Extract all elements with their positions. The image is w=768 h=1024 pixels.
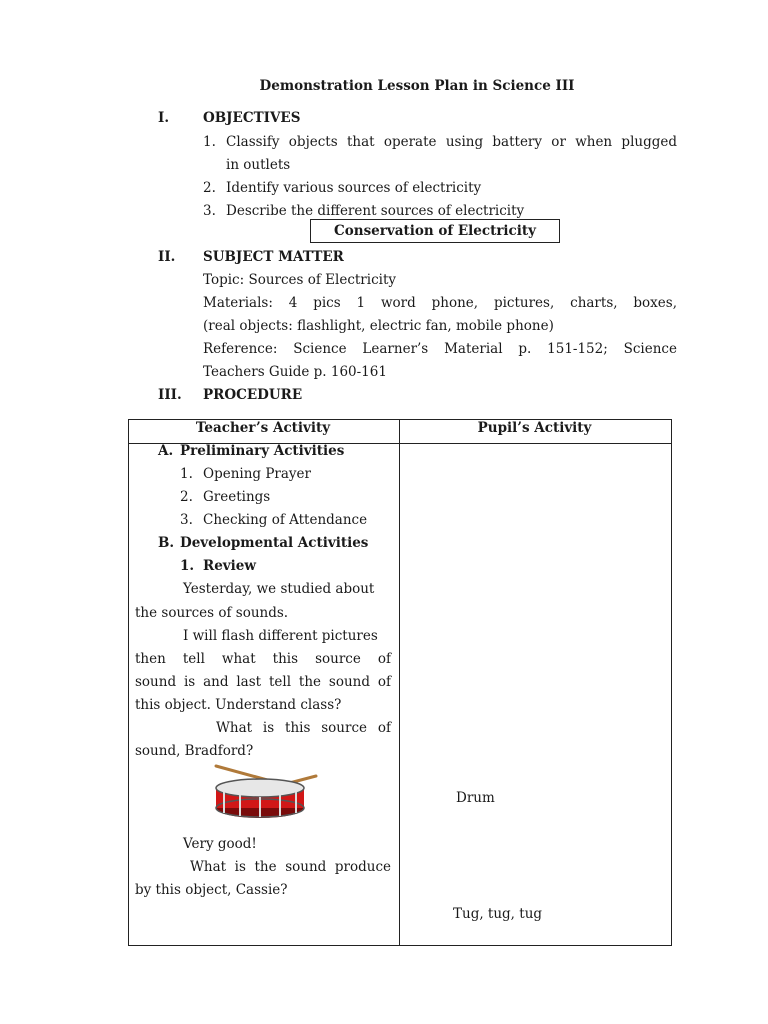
preliminary-activities-heading: Preliminary Activities [180, 443, 345, 459]
conservation-label-box: Conservation of Electricity [310, 219, 560, 243]
review-paragraph-2-line-2: then tell what this source of [135, 651, 391, 667]
teacher-activity-header: Teacher’s Activity [195, 420, 331, 436]
developmental-activities-heading: Developmental Activities [180, 535, 369, 551]
prelim-item-2-text: Greetings [203, 489, 271, 505]
objective-2-text: Identify various sources of electricity [226, 180, 482, 196]
question-2-line-2: by this object, Cassie? [135, 882, 288, 898]
procedure-numeral: III. [158, 387, 182, 403]
prelim-item-3-text: Checking of Attendance [203, 512, 368, 528]
pupil-activity-header: Pupil’s Activity [477, 420, 592, 436]
prelim-item-3-number: 3. [180, 512, 193, 528]
prelim-item-1-text: Opening Prayer [203, 466, 311, 482]
question-1-line-1: What is this source of [216, 720, 391, 736]
objective-3-text: Describe the different sources of electricity [226, 203, 525, 219]
procedure-heading: PROCEDURE [203, 387, 303, 403]
page-title: Demonstration Lesson Plan in Science III [259, 78, 575, 94]
praise-text: Very good! [183, 836, 257, 852]
subject-matter-numeral: II. [158, 249, 176, 265]
review-paragraph-2-line-3: sound is and last tell the sound of [135, 674, 391, 690]
objective-1-number: 1. [203, 134, 216, 150]
subject-matter-heading: SUBJECT MATTER [203, 249, 344, 265]
objective-3-number: 3. [203, 203, 216, 219]
reference-continuation: Teachers Guide p. 160-161 [203, 364, 387, 380]
reference-text: Reference: Science Learner’s Material p. 151-152; Science [203, 341, 677, 357]
developmental-letter: B. [158, 535, 175, 551]
table-column-divider [399, 420, 400, 945]
preliminary-letter: A. [158, 443, 174, 459]
drum-image [210, 762, 320, 824]
objectives-heading: OBJECTIVES [203, 110, 301, 126]
prelim-item-2-number: 2. [180, 489, 193, 505]
pupil-answer-sound: Tug, tug, tug [453, 906, 543, 922]
review-paragraph-2-line-1: I will flash different pictures [183, 628, 378, 644]
materials-text: Materials: 4 pics 1 word phone, pictures, charts, boxes, [203, 295, 677, 311]
question-2-line-1: What is the sound produce [190, 859, 391, 875]
objective-1-continuation: in outlets [226, 157, 291, 173]
review-paragraph-1-line-1: Yesterday, we studied about [183, 581, 375, 597]
pupil-answer-drum: Drum [456, 790, 495, 806]
review-paragraph-2-line-4: this object. Understand class? [135, 697, 342, 713]
review-number: 1. [180, 558, 195, 574]
question-1-line-2: sound, Bradford? [135, 743, 254, 759]
review-paragraph-1-line-2: the sources of sounds. [135, 605, 289, 621]
materials-continuation: (real objects: flashlight, electric fan, mobile phone) [203, 318, 554, 334]
prelim-item-1-number: 1. [180, 466, 193, 482]
review-heading: Review [203, 558, 256, 574]
topic-text: Topic: Sources of Electricity [203, 272, 397, 288]
objectives-numeral: I. [158, 110, 170, 126]
objective-1-text: Classify objects that operate using battery or when plugged [226, 134, 677, 150]
objective-2-number: 2. [203, 180, 216, 196]
